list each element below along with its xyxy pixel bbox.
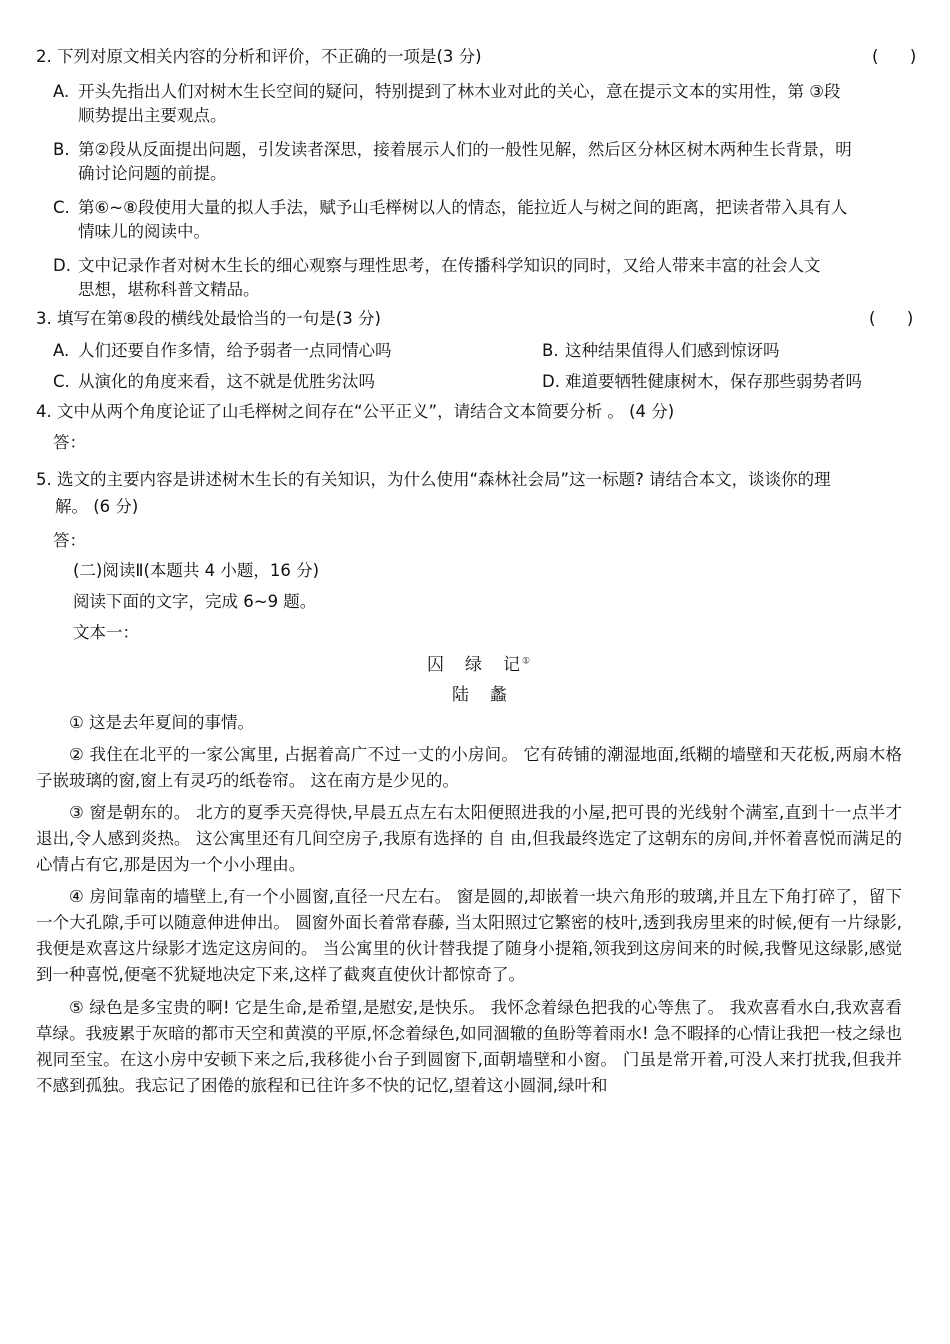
article-paragraph-5: ⑤ 绿色是多宝贵的啊! 它是生命,是希望,是慰安,是快乐。 我怀念着绿色把我的心等焦了。 我欢喜看水白,我欢喜看草绿。我疲累于灰暗的都市天空和黄漠的平原,怀念着绿色,如同涸辙的鱼盼等着雨水! 急不暇择的心情让我把一枝之绿也视同至宝。在这小房中安顿下来之后,我移徙小台子到圆窗下,面朝墙壁和小窗。 门虽是常开着,可没人来打扰我,但我并不感到孤独。我忘记了困倦的旅程和已往许多不快的记忆,望着这小圆洞,绿叶和: [36, 998, 902, 1095]
q3-option-b-key: B.: [542, 341, 559, 360]
q2-option-b-line2: 确讨论问题的前提。: [78, 164, 227, 183]
q2-stem: 2. 下列对原文相关内容的分析和评价，不正确的一项是(3 分): [36, 47, 482, 66]
article-title-text: 囚 绿 记: [427, 655, 522, 675]
q2-option-d-line2: 思想，堪称科普文精品。: [78, 280, 260, 299]
article-author: 陆 蠡: [452, 685, 509, 705]
q3-stem: 3. 填写在第⑧段的横线处最恰当的一句是(3 分): [36, 309, 381, 328]
q4-stem: 4. 文中从两个角度论证了山毛榉树之间存在“公平正义”，请结合文本简要分析 。 (4 分): [36, 402, 675, 421]
article-paragraph-1: ① 这是去年夏间的事情。: [69, 713, 255, 732]
q2-option-a-line2: 顺势提出主要观点。: [78, 106, 227, 125]
q2-answer-paren[interactable]: ( ): [872, 47, 917, 66]
q5-stem-line2: 解。 (6 分): [55, 497, 139, 516]
q3-option-c-text: 从演化的角度来看，这不就是优胜劣汰吗: [78, 372, 375, 391]
q4-answer-label[interactable]: 答：: [53, 433, 86, 452]
q3-option-a-text: 人们还要自作多情，给予弱者一点同情心吗: [78, 341, 392, 360]
article-paragraph-3: ③ 窗是朝东的。 北方的夏季天亮得快,早晨五点左右太阳便照进我的小屋,把可畏的光线射个满室,直到十一点半才退出,令人感到炎热。 这公寓里还有几间空房子,我原有选择的 自 由,但我最终选定了这朝东的房间,并怀着喜悦而满足的心情占有它,那是因为一个小小理由。: [36, 803, 902, 874]
q2-option-a-line1: 开头先指出人们对树木生长空间的疑问，特别提到了林木业对此的关心，意在提示文本的实用性，第 ③段: [78, 82, 841, 101]
q3-option-c-key: C.: [53, 372, 70, 391]
q3-answer-paren[interactable]: ( ): [869, 309, 914, 328]
q2-option-d-key: D.: [53, 256, 71, 275]
section-instruction: 阅读下面的文字，完成 6~9 题。: [73, 592, 317, 611]
q2-option-c-line1: 第⑥~⑧段使用大量的拟人手法，赋予山毛榉树以人的情态，能拉近人与树之间的距离，把读者带入具有人: [78, 198, 848, 217]
q5-answer-label[interactable]: 答：: [53, 531, 86, 550]
article-title-footnote-mark: ①: [522, 656, 533, 667]
q3-option-d-text: 难道要牺牲健康树木，保存那些弱势者吗: [565, 372, 862, 391]
article-paragraph-4: ④ 房间靠南的墙壁上,有一个小圆窗,直径一尺左右。 窗是圆的,却嵌着一块六角形的玻璃,并且左下角打碎了，留下一个大孔隙,手可以随意伸进伸出。 圆窗外面长着常春藤, 当太阳照过它繁密的枝叶,透到我房里来的时候,便有一片绿影,我便是欢喜这片绿影才选定这房间的。 当公寓里的伙计替我提了随身小提箱,领我到这房间来的时候,我瞥见这绿影,感觉到一种喜悦,便毫不犹疑地决定下来,这样了截爽直使伙计都惊奇了。: [36, 887, 902, 984]
q2-option-d-line1: 文中记录作者对树木生长的细心观察与理性思考，在传播科学知识的同时，又给人带来丰富的社会人文: [78, 256, 821, 275]
article-title: [427, 650, 532, 675]
text-one-label: 文本一：: [73, 623, 139, 642]
q3-option-a-key: A.: [53, 341, 70, 360]
q2-option-c-key: C.: [53, 198, 70, 217]
q5-stem-line1: 5. 选文的主要内容是讲述树木生长的有关知识，为什么使用“森林社会局”这一标题? 请结合本文，谈谈你的理: [36, 470, 831, 489]
q2-option-c-line2: 情味儿的阅读中。: [78, 222, 210, 241]
q3-option-d-key: D.: [542, 372, 560, 391]
q2-option-b-line1: 第②段从反面提出问题，引发读者深思，接着展示人们的一般性见解，然后区分林区树木两种生长背景，明: [78, 140, 852, 159]
section-heading: (二)阅读Ⅱ(本题共 4 小题，16 分): [73, 561, 320, 580]
article-paragraph-2: ② 我住在北平的一家公寓里, 占据着高广不过一丈的小房间。 它有砖铺的潮湿地面,纸糊的墙壁和天花板,两扇木格子嵌玻璃的窗,窗上有灵巧的纸卷帘。 这在南方是少见的。: [36, 745, 902, 790]
q2-option-b-key: B.: [53, 140, 70, 159]
q2-option-a-key: A.: [53, 82, 70, 101]
q3-option-b-text: 这种结果值得人们感到惊讶吗: [565, 341, 780, 360]
